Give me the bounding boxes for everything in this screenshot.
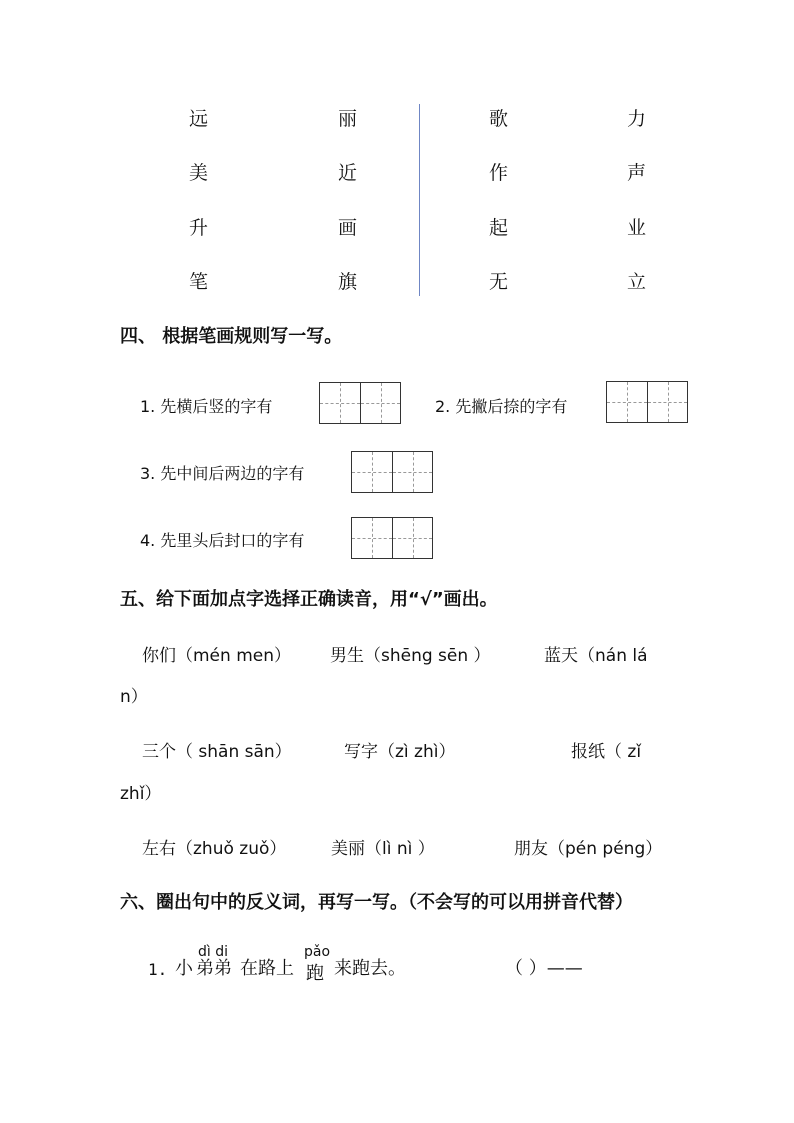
- section4-heading: 四、 根据笔画规则写一写。: [120, 326, 343, 347]
- pinyin-choice: 三个（ shān sān）: [142, 742, 292, 762]
- word-char: 立: [627, 271, 647, 293]
- word-char: 近: [338, 162, 358, 184]
- question-number: 1.: [148, 960, 168, 979]
- word-char: 起: [489, 217, 509, 239]
- pinyin-choice-wrap: n）: [120, 687, 148, 707]
- word-char: 歌: [489, 108, 509, 130]
- pinyin-choice: 美丽（lì nì ）: [331, 839, 435, 859]
- word-char: 美: [189, 162, 209, 184]
- section5-heading: 五、给下面加点字选择正确读音，用“√”画出。: [120, 589, 498, 610]
- writing-grid-4[interactable]: [351, 517, 433, 559]
- stroke-rule-1-label: 1. 先横后竖的字有: [140, 397, 273, 416]
- sentence-text: 小: [175, 958, 193, 979]
- grid-cell[interactable]: [647, 382, 687, 422]
- word-char: 丽: [338, 108, 358, 130]
- section6-heading: 六、圈出句中的反义词，再写一写。（不会写的可以用拼音代替）: [120, 892, 633, 913]
- grid-cell[interactable]: [352, 452, 392, 492]
- sentence-text: 在路上: [240, 958, 294, 979]
- pinyin-choice: 报纸（ zǐ: [571, 742, 642, 762]
- stroke-rule-2-label: 2. 先撇后捺的字有: [435, 397, 568, 416]
- grid-cell[interactable]: [392, 452, 432, 492]
- grid-cell[interactable]: [352, 518, 392, 558]
- sentence-text: 来跑去。: [334, 958, 406, 979]
- pinyin-annotation-pao: pǎo: [304, 944, 331, 960]
- word-char: 声: [627, 162, 647, 184]
- pinyin-choice: 男生（shēng sēn ）: [330, 646, 491, 666]
- pinyin-choice: 朋友（pén péng）: [514, 839, 663, 859]
- stroke-rule-4-label: 4. 先里头后封口的字有: [140, 531, 305, 550]
- word-char: 无: [489, 271, 509, 293]
- word-char: 业: [627, 217, 647, 239]
- writing-grid-2[interactable]: [606, 381, 688, 423]
- pinyin-annotation-didi: dì di: [198, 944, 229, 960]
- word-char: 画: [338, 217, 358, 239]
- sentence-word-pao: 跑: [306, 963, 324, 984]
- pinyin-choice: 你们（mén men）: [142, 646, 291, 666]
- word-char: 升: [189, 217, 209, 239]
- stroke-rule-3-label: 3. 先中间后两边的字有: [140, 464, 305, 483]
- grid-cell[interactable]: [320, 383, 360, 423]
- sentence-word-didi: 弟弟: [196, 958, 232, 979]
- word-char: 笔: [189, 271, 209, 293]
- grid-cell[interactable]: [392, 518, 432, 558]
- pinyin-choice-wrap: zhǐ）: [120, 784, 162, 804]
- word-char: 远: [189, 108, 209, 130]
- writing-grid-3[interactable]: [351, 451, 433, 493]
- pinyin-choice: 写字（zì zhì）: [344, 742, 456, 762]
- word-char: 作: [489, 162, 509, 184]
- word-char: 旗: [338, 271, 358, 293]
- word-char: 力: [627, 108, 647, 130]
- writing-grid-1[interactable]: [319, 382, 401, 424]
- column-divider: [419, 104, 420, 296]
- pinyin-choice: 左右（zhuǒ zuǒ）: [142, 839, 287, 859]
- pinyin-choice: 蓝天（nán lá: [544, 646, 648, 666]
- grid-cell[interactable]: [360, 383, 400, 423]
- grid-cell[interactable]: [607, 382, 647, 422]
- answer-blank[interactable]: （ ）——: [505, 958, 583, 979]
